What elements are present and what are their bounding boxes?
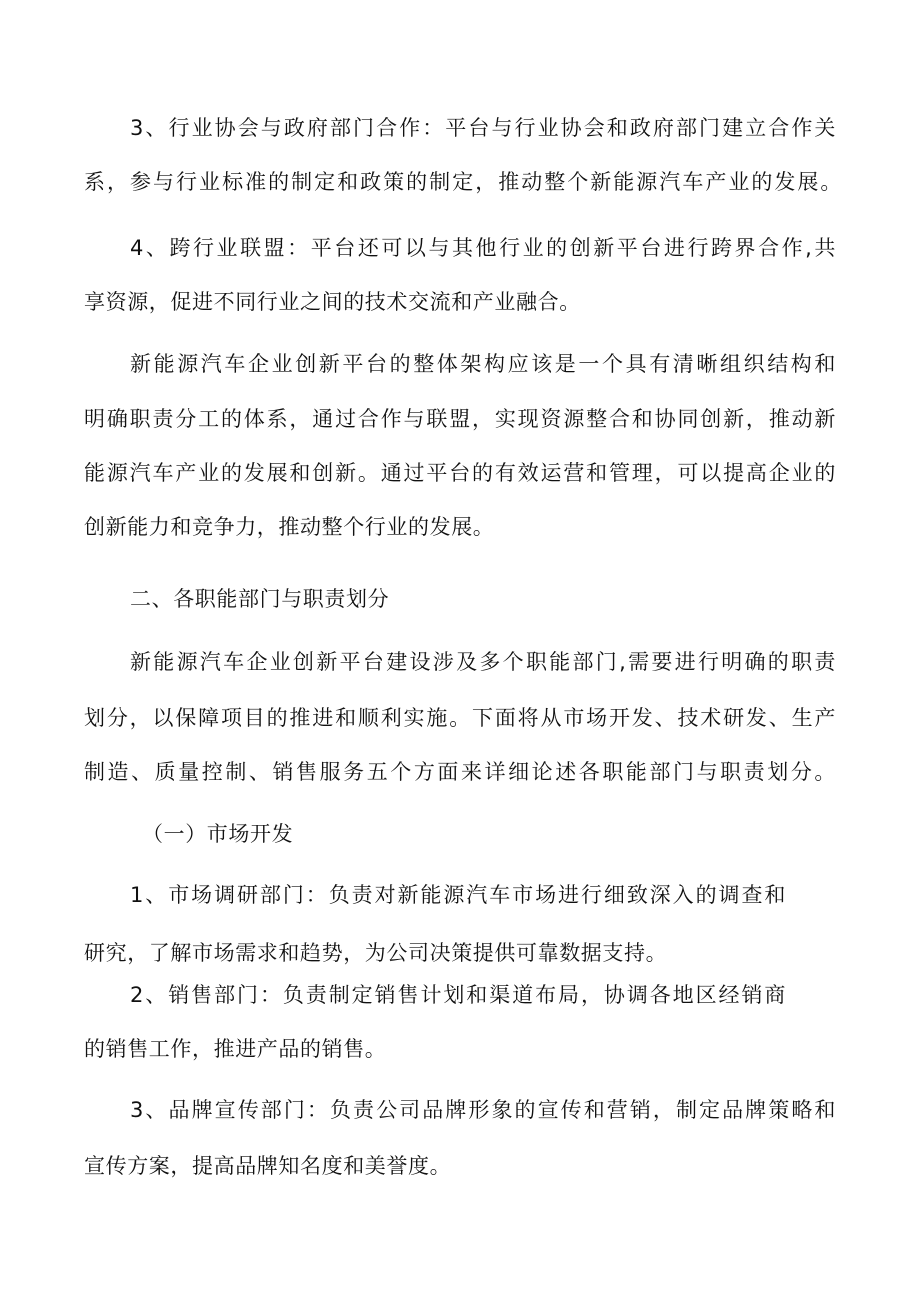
paragraph-3-line-3: 能源汽车产业的发展和创新。通过平台的有效运营和管理，可以提高企业的 bbox=[84, 461, 836, 485]
paragraph-2-line-1: 4、跨行业联盟：平台还可以与其他行业的创新平台进行跨界合作,共 bbox=[130, 236, 836, 260]
paragraph-3-line-1: 新能源汽车企业创新平台的整体架构应该是一个具有清晰组织结构和 bbox=[130, 352, 836, 376]
paragraph-5-line-1: 新能源汽车企业创新平台建设涉及多个职能部门,需要进行明确的职责 bbox=[130, 650, 836, 674]
paragraph-2-line-2: 享资源，促进不同行业之间的技术交流和产业融合。 bbox=[84, 290, 581, 314]
paragraph-3-line-2: 明确职责分工的体系，通过合作与联盟，实现资源整合和协同创新，推动新 bbox=[84, 407, 836, 431]
item-2-line-2: 的销售工作，推进产品的销售。 bbox=[84, 1037, 387, 1061]
item-2-line-1: 2、销售部门：负责制定销售计划和渠道布局，协调各地区经销商 bbox=[130, 983, 786, 1007]
item-3-line-2: 宣传方案，提高品牌知名度和美誉度。 bbox=[84, 1154, 452, 1178]
section-heading: 二、各职能部门与职责划分 bbox=[130, 587, 390, 611]
item-1-line-1: 1、市场调研部门：负责对新能源汽车市场进行细致深入的调查和 bbox=[130, 883, 786, 907]
paragraph-5-line-2: 划分，以保障项目的推进和顺利实施。下面将从市场开发、技术研发、生产 bbox=[84, 706, 836, 730]
item-1-line-2: 研究，了解市场需求和趋势，为公司决策提供可靠数据支持。 bbox=[84, 941, 668, 965]
paragraph-5-line-3: 制造、质量控制、销售服务五个方面来详细论述各职能部门与职责划分。 bbox=[84, 760, 836, 784]
paragraph-1-line-1: 3、行业协会与政府部门合作：平台与行业协会和政府部门建立合作关 bbox=[130, 116, 836, 140]
paragraph-1-line-2: 系，参与行业标准的制定和政策的制定，推动整个新能源汽车产业的发展。 bbox=[84, 170, 842, 194]
item-3-line-1: 3、品牌宣传部门：负责公司品牌形象的宣传和营销，制定品牌策略和 bbox=[130, 1098, 836, 1122]
paragraph-3-line-4: 创新能力和竞争力，推动整个行业的发展。 bbox=[84, 515, 495, 539]
subsection-heading: （一）市场开发 bbox=[142, 822, 294, 846]
